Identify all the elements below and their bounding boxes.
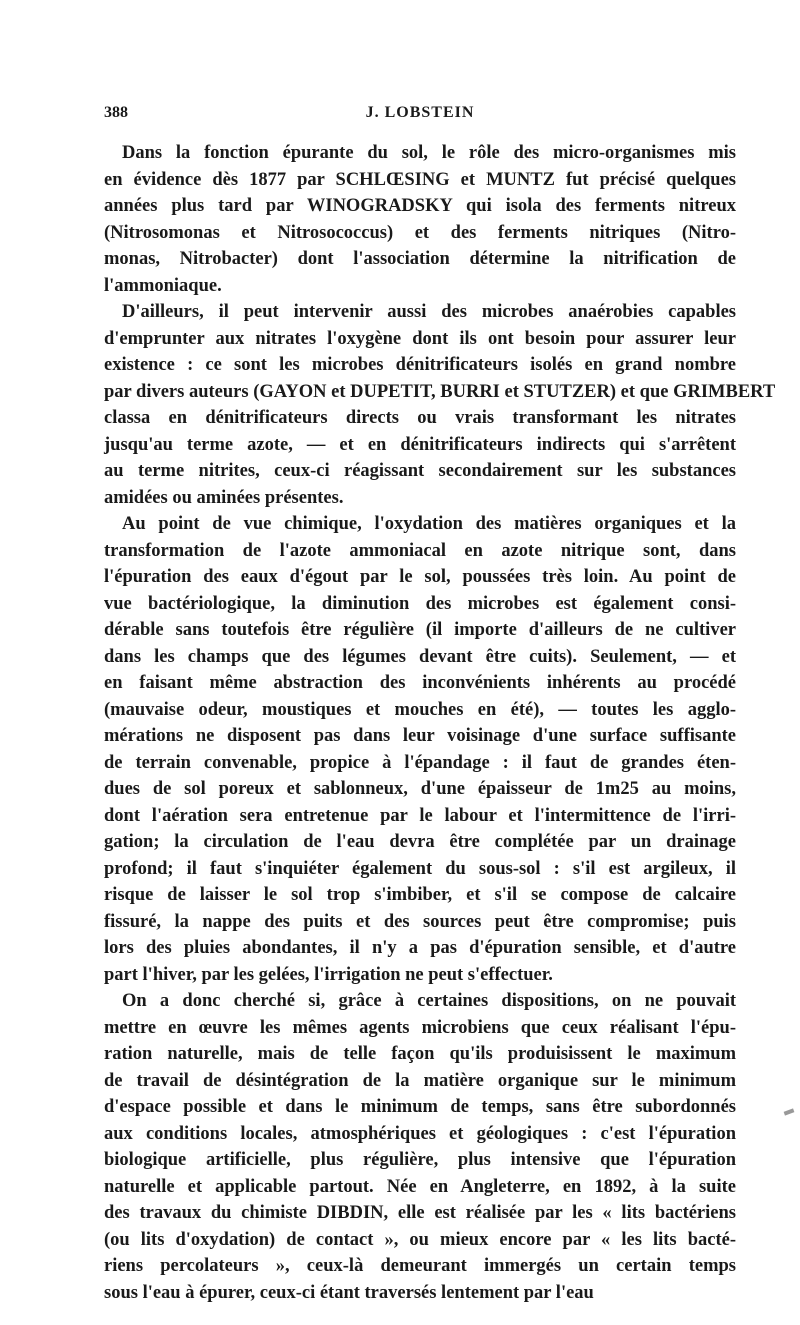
text-line: amidées ou aminées présentes. xyxy=(104,487,344,508)
text-line: biologique artificielle, plus régulière, plus intensive que l'épuration xyxy=(104,1150,736,1170)
text-line: gation; la circulation de l'eau devra être complétée par un drainage xyxy=(104,832,736,852)
text-line: mettre en œuvre les mêmes agents microbiens que ceux réalisant l'épu- xyxy=(104,1017,736,1038)
text-line: vue bactériologique, la diminution des microbes est également consi- xyxy=(104,593,736,614)
text-line: naturelle et applicable partout. Née en Angleterre, en 1892, à la suite xyxy=(104,1176,736,1197)
text-line: d'emprunter aux nitrates l'oxygène dont ils ont besoin pour assurer leur xyxy=(104,328,736,349)
text-line: existence : ce sont les microbes dénitrificateurs isolés en grand nombre xyxy=(104,355,736,375)
text-line: années plus tard par WINOGRADSKY qui isola des ferments nitreux xyxy=(104,196,736,216)
text-line: D'ailleurs, il peut intervenir aussi des microbes anaérobies capables xyxy=(122,302,736,322)
text-line: fissuré, la nappe des puits et des sources peut être compromise; puis xyxy=(104,911,736,932)
text-line: jusqu'au terme azote, — et en dénitrificateurs indirects qui s'arrêtent xyxy=(104,434,736,455)
text-line: l'ammoniaque. xyxy=(104,275,222,296)
text-line: risque de laisser le sol trop s'imbiber, et s'il se compose de calcaire xyxy=(104,885,736,905)
text-line: dérable sans toutefois être régulière (il importe d'ailleurs de ne cultiver xyxy=(104,620,736,640)
text-line: aux conditions locales, atmosphériques et géologiques : c'est l'épuration xyxy=(104,1123,736,1144)
text-line: Au point de vue chimique, l'oxydation des matières organiques et la xyxy=(122,514,736,534)
text-line: de terrain convenable, propice à l'épandage : il faut de grandes éten- xyxy=(104,752,736,773)
text-line: On a donc cherché si, grâce à certaines dispositions, on ne pouvait xyxy=(122,991,736,1011)
text-line: profond; il faut s'inquiéter également du sous-sol : s'il est argileux, il xyxy=(104,858,736,879)
text-line: d'espace possible et dans le minimum de temps, sans être subordonnés xyxy=(104,1097,736,1117)
page-number: 388 xyxy=(104,104,128,121)
body-text xyxy=(104,140,776,1306)
paragraph xyxy=(104,988,736,1306)
text-line: riens percolateurs », ceux-là demeurant immergés un certain temps xyxy=(104,1256,736,1276)
paragraph xyxy=(104,299,776,511)
text-line: ration naturelle, mais de telle façon qu'ils produisissent le maximum xyxy=(104,1044,736,1064)
text-line: (ou lits d'oxydation) de contact », ou mieux encore par « les lits bacté- xyxy=(104,1229,736,1250)
text-line: en faisant même abstraction des inconvénients inhérents au procédé xyxy=(104,673,736,693)
running-head: J. LOBSTEIN xyxy=(365,104,475,121)
text-line: monas, Nitrobacter) dont l'association détermine la nitrification de xyxy=(104,249,736,269)
text-line: dont l'aération sera entretenue par le labour et l'intermittence de l'irri- xyxy=(104,805,736,826)
text-line: dues de sol poreux et sablonneux, d'une épaisseur de 1m25 au moins, xyxy=(104,779,736,799)
paragraph xyxy=(104,140,736,299)
text-line: sous l'eau à épurer, ceux-ci étant traversés lentement par l'eau xyxy=(104,1282,594,1303)
text-line: en évidence dès 1877 par SCHLŒSING et MUNTZ fut précisé quelques xyxy=(104,169,736,190)
text-line: par divers auteurs (GAYON et DUPETIT, BURRI et STUTZER) et que GRIMBERT xyxy=(104,381,776,402)
paragraph xyxy=(104,511,736,988)
text-line: des travaux du chimiste DIBDIN, elle est réalisée par les « lits bactériens xyxy=(104,1203,736,1223)
text-line: dans les champs que des légumes devant être cuits). Seulement, — et xyxy=(104,646,736,667)
text-line: part l'hiver, par les gelées, l'irrigation ne peut s'effectuer. xyxy=(104,964,553,985)
page-header xyxy=(104,104,736,128)
text-line: au terme nitrites, ceux-ci réagissant secondairement sur les substances xyxy=(104,461,736,481)
text-line: (mauvaise odeur, moustiques et mouches en été), — toutes les agglo- xyxy=(104,699,736,720)
text-line: lors des pluies abondantes, il n'y a pas d'épuration sensible, et d'autre xyxy=(104,938,736,958)
margin-mark xyxy=(784,1108,795,1115)
text-line: mérations ne disposent pas dans leur voisinage d'une surface suffisante xyxy=(104,726,736,746)
text-line: (Nitrosomonas et Nitrosococcus) et des ferments nitriques (Nitro- xyxy=(104,222,736,243)
text-line: de travail de désintégration de la matière organique sur le minimum xyxy=(104,1070,736,1091)
text-line: l'épuration des eaux d'égout par le sol, poussées très loin. Au point de xyxy=(104,567,736,587)
text-line: Dans la fonction épurante du sol, le rôle des micro-organismes mis xyxy=(122,143,736,163)
text-line: classa en dénitrificateurs directs ou vrais transformant les nitrates xyxy=(104,408,736,428)
text-line: transformation de l'azote ammoniacal en azote nitrique sont, dans xyxy=(104,540,736,561)
